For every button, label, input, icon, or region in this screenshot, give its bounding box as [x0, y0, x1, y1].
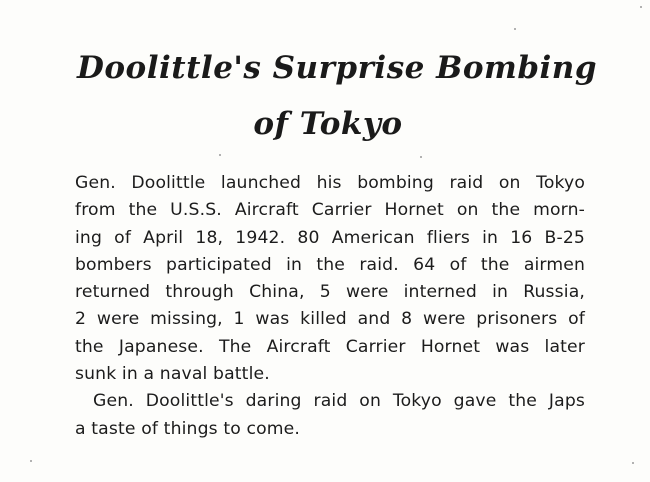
paragraph-1	[75, 170, 585, 388]
paragraph-line: the Japanese. The Aircraft Carrier Hornet was later	[75, 336, 585, 357]
paragraph-line: ing of April 18, 1942. 80 American fliers in 16 B-25	[75, 227, 585, 248]
paragraph-line: from the U.S.S. Aircraft Carrier Hornet on the morn-	[75, 200, 585, 221]
paragraph-line: Gen. Doolittle launched his bombing raid on Tokyo	[75, 173, 585, 193]
scan-speck	[514, 28, 516, 30]
paragraph-2	[75, 388, 585, 443]
scan-speck	[640, 6, 642, 8]
article-title-line-2: of Tokyo	[253, 106, 403, 142]
paragraph-line: Gen. Doolittle's daring raid on Tokyo gave the Japs	[93, 391, 585, 412]
scan-speck	[632, 462, 634, 464]
article-title-line-1: Doolittle's Surprise Bombing	[76, 50, 598, 86]
paragraph-line: a taste of things to come.	[75, 418, 301, 439]
scan-speck	[30, 460, 32, 462]
scan-speck	[219, 154, 221, 156]
paragraph-line: sunk in a naval battle.	[75, 364, 270, 385]
scan-speck	[420, 156, 422, 158]
article-body	[75, 170, 585, 443]
paragraph-line: returned through China, 5 were interned in Russia,	[75, 282, 585, 303]
paragraph-line: 2 were missing, 1 was killed and 8 were prisoners of	[75, 309, 585, 330]
paragraph-line: bombers participated in the raid. 64 of the airmen	[75, 254, 585, 275]
